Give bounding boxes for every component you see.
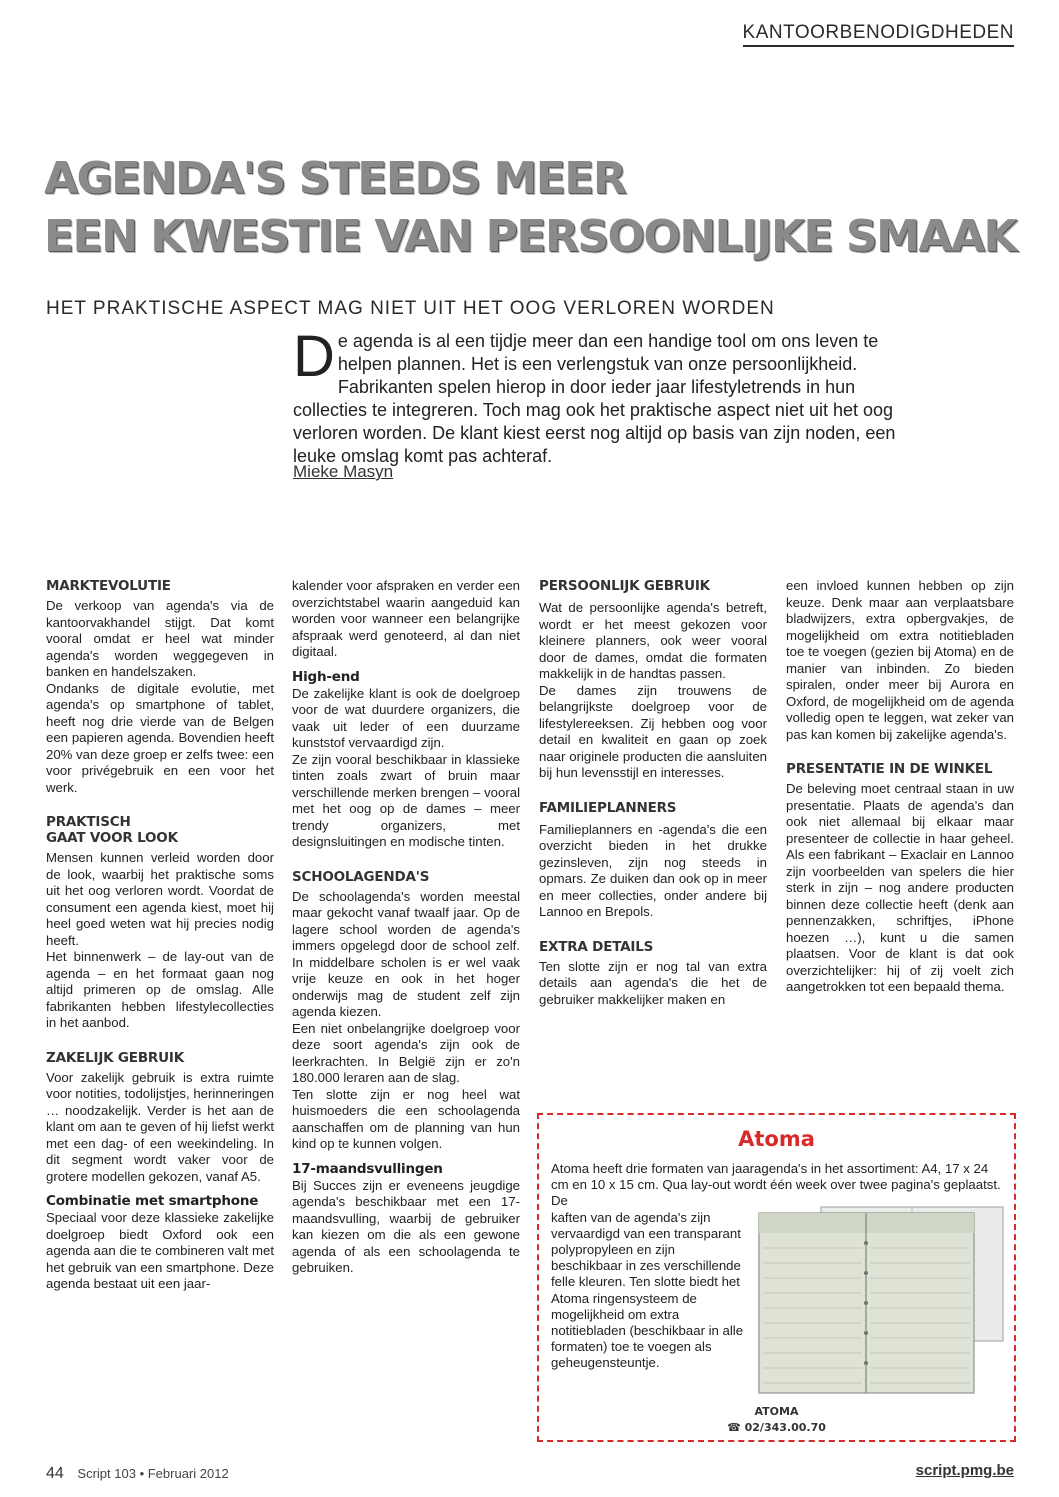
heading-marktevolutie: MARKTEVOLUTIE (46, 578, 171, 594)
section-tag: KANTOORBENODIGDHEDEN (743, 22, 1014, 47)
atoma-title: Atoma (738, 1127, 815, 1151)
paragraph: Ondanks de digitale evolutie, met agenda's op smartphone of tablet, heeft nog drie vierde van de Belgen een papieren agenda. Bovendien heeft 20% van deze groep er zelfs twee: een voor privégebruik en een voor het werk. (46, 680, 274, 795)
paragraph: kalender voor afspraken en verder een overzichtstabel waarin aangeduid kan worden voor wanneer een belangrijke afspraak werd genoteerd, al dan niet digitaal. (292, 578, 520, 659)
paragraph: Wat de persoonlijke agenda's betreft, wordt er het meest gekozen voor kleinere planners, ook weer vooral door de dames, omdat die formaten makkelijk in de handtas passen. (539, 600, 767, 681)
paragraph: Een niet onbelangrijke doelgroep voor deze soort agenda's zijn ook de leerkrachten. In België zijn er zo'n 180.000 leraren aan de slag. (292, 1020, 520, 1085)
paragraph: De beleving moet centraal staan in uw presentatie. Plaats de agenda's dan ook niet allemaal bij elkaar maar presenteer de collectie in haar geheel. Als een fabrikant – Exaclair en Lannoo zijn voorbeelden van spelers die hier sterk in zijn – nog andere producten binnen deze collectie heeft (denk aan pennenzakken, schriftjes, iPhone hoezen …), kunt u die samen plaatsen. Voor de klant is dat ook overzichtelijker: hij of zij voelt zich aangetrokken tot een bepaald thema. (786, 781, 1014, 994)
issue-info: Script 103 • Februari 2012 (77, 1466, 229, 1481)
paragraph: Ten slotte zijn er nog tal van extra details aan agenda's die het de gebruiker makkelijker maken en (539, 958, 767, 1007)
heading-persoonlijk-gebruik: PERSOONLIJK GEBRUIK (539, 578, 710, 594)
footer-left (46, 1465, 229, 1483)
heading-familieplanners: FAMILIEPLANNERS (539, 799, 677, 816)
paragraph: Speciaal voor deze klassieke zakelijke doelgroep biedt Oxford ook een agenda aan die te combineren valt met het gebruik van een smartphone. Deze agenda bestaat uit een jaar- (46, 1210, 274, 1291)
atoma-text-narrow: kaften van de agenda's zijn vervaardigd van een transparant polypropyleen en zijn beschikbaar in zes verschillende felle kleuren. Ten slotte biedt het Atoma ringensysteem de mogelijkheid om extra notitiebladen (beschikbaar in alle formaten) toe te voegen als geheugensteuntje. (551, 1209, 744, 1371)
heading-presentatie: PRESENTATIE IN DE WINKEL (786, 761, 993, 777)
intro-paragraph (293, 324, 925, 468)
atoma-text-wide: Atoma heeft drie formaten van jaaragenda's in het assortiment: A4, 17 x 24 cm en 10 x 15 cm. Qua lay-out wordt één week over twee pagina's geplaatst. De (551, 1161, 1001, 1209)
subheading-high-end: High-end (292, 668, 360, 685)
paragraph: De dames zijn trouwens de belangrijkste doelgroep voor de lifestylereeksen. Zij hebben oog voor detail en kwaliteit en gaan op zoek naar originele producten die aansluiten bij hun levensstijl en interesses. (539, 682, 767, 780)
heading-praktisch-line-2: GAAT VOOR LOOK (46, 830, 178, 846)
atoma-sidebar-box (537, 1113, 1016, 1442)
paragraph: Het binnenwerk – de lay-out van de agenda – en het formaat gaan nog altijd primeren op de omslag. Alle fabrikanten hebben lifestylecollecties in het aanbod. (46, 949, 274, 1030)
byline: Mieke Masyn (293, 462, 394, 481)
website-link[interactable]: script.pmg.be (915, 1462, 1014, 1479)
heading-praktisch (46, 814, 274, 846)
dropcap: D (293, 324, 335, 389)
headline-line-1: AGENDA'S STEEDS MEER (44, 153, 626, 204)
subheading-17-maandsvullingen: 17-maandsvullingen (292, 1160, 443, 1177)
heading-praktisch-line-1: PRAKTISCH (46, 814, 131, 830)
paragraph: een invloed kunnen hebben op zijn keuze. Denk maar aan verplaatsbare bladwijzers, extra opbergvakjes, de mogelijkheid om extra notitiebladen toe te voegen (gezien bij Atoma) en de manier van inbinden. Zo bieden spiralen, onder meer bij Aurora en Oxford, de mogelijkheid om de agenda volledig open te leggen, wat zeker van pas kan komen bij zakelijke agenda's. (786, 578, 1014, 742)
paragraph: Mensen kunnen verleid worden door de look, waarbij het praktische soms uit het oog verloren wordt. Voordat de consument een agenda kiest, moet hij heel goed weten wat hij precies nodig heeft. (46, 850, 274, 948)
heading-extra-details: EXTRA DETAILS (539, 938, 654, 955)
column-2 (292, 578, 520, 1277)
paragraph: Ze zijn vooral beschikbaar in klassieke tinten zoals zwart of bruin maar verschillende merken brengen – vooral met het oog op de dames – meer trendy organizers, met designsluitingen en modische tinten. (292, 751, 520, 849)
column-3 (539, 578, 767, 1008)
subheadline: HET PRAKTISCHE ASPECT MAG NIET UIT HET OOG VERLOREN WORDEN (46, 298, 775, 319)
paragraph: Bij Succes zijn er eveneens jeugdige agenda's beschikbaar met een 17-maandsvulling, waarbij de gebruiker kan kiezen om die als een gewone agenda of als een schoolagenda te gebruiken. (292, 1177, 520, 1275)
paragraph: Voor zakelijk gebruik is extra ruimte voor notities, todolijstjes, herinneringen … noodzakelijk. Verder is het aan de klant om aan te geven of hij liefst werkt met een dag- of een weekindeling. In dit segment wordt vaker voor de grotere modellen gekozen, vanaf A5. (46, 1069, 274, 1184)
agenda-product-image (751, 1203, 1006, 1397)
atoma-brand: ATOMA (754, 1405, 799, 1418)
paragraph: Familieplanners en -agenda's die een overzicht bieden in het drukke gezinsleven, zijn nog steeds in opmars. Ze duiken dan ook op in meer en meer collecties, onder andere bij Lannoo en Brepols. (539, 821, 767, 919)
column-1 (46, 578, 274, 1293)
atoma-phone: ☎ 02/343.00.70 (727, 1421, 826, 1434)
headline-line-2: EEN KWESTIE VAN PERSOONLIJKE SMAAK (44, 211, 1017, 262)
page-number: 44 (46, 1465, 64, 1482)
paragraph: De verkoop van agenda's via de kantoorvakhandel stijgt. Dat komt vooral omdat er heel wat minder agenda's worden weggegeven in banken en handelszaken. (46, 598, 274, 679)
paragraph: Ten slotte zijn er nog heel wat huismoeders die een schoolagenda aanschaffen om de planning van hun kind op te kunnen volgen. (292, 1086, 520, 1151)
heading-schoolagendas: SCHOOLAGENDA'S (292, 868, 430, 885)
subheading-smartphone: Combinatie met smartphone (46, 1193, 259, 1209)
headline (44, 150, 1024, 266)
paragraph: De schoolagenda's worden meestal maar gekocht vanaf twaalf jaar. Op de lagere school worden de agenda's immers opgelegd door de school zelf. In middelbare scholen is er wel vaak vrije keuze en ook in het hoger onderwijs mag de student zelf zijn agenda kiezen. (292, 888, 520, 1019)
intro-text: e agenda is al een tijdje meer dan een handige tool om ons leven te helpen plannen. Het is een verlengstuk van onze persoonlijkheid. Fabrikanten spelen hierop in door ieder jaar lifestyletrends in hun collecties te integreren. Toch mag ook het praktische aspect niet uit het oog verloren worden. De klant kiest eerst nog altijd op basis van zijn noden, een leuke omslag komt pas achteraf. (293, 331, 896, 466)
heading-zakelijk-gebruik: ZAKELIJK GEBRUIK (46, 1049, 184, 1066)
paragraph: De zakelijke klant is ook de doelgroep voor de wat duurdere organizers, die vaak uit leder of een duurzame kunststof vervaardigd zijn. (292, 685, 520, 750)
column-4 (786, 578, 1014, 996)
